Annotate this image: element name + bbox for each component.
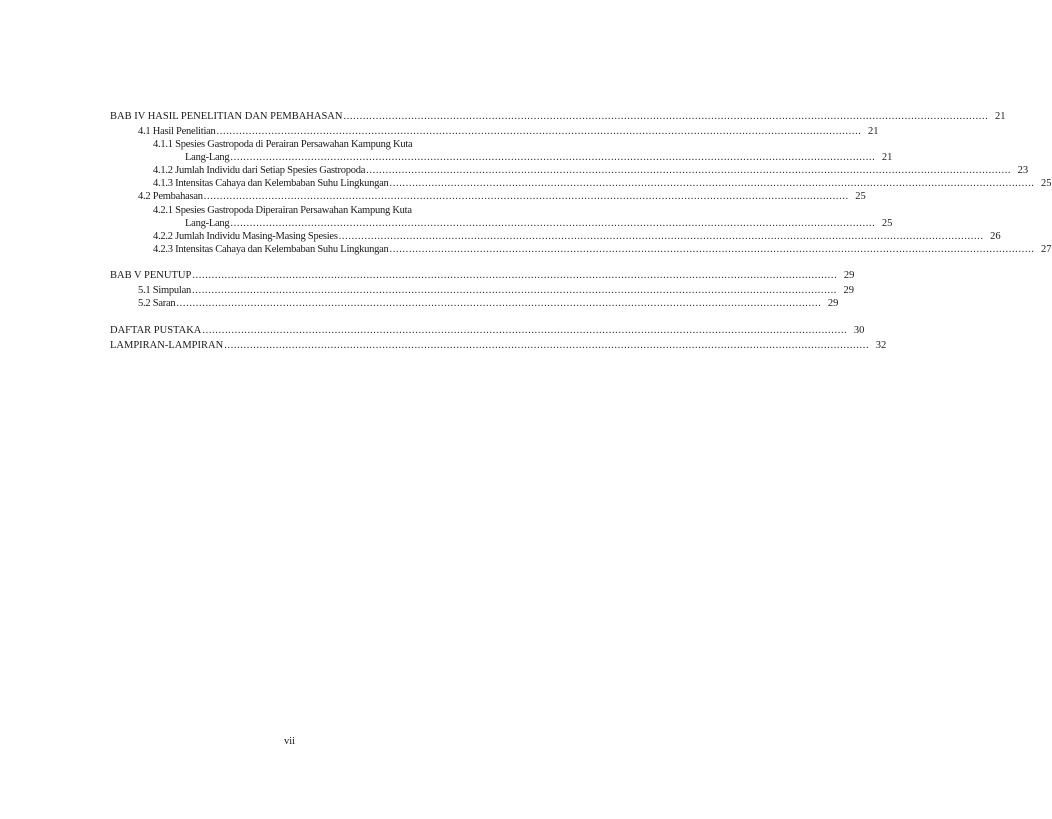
toc-leader-dots: ........................................................................................................................................................................................................ (389, 244, 1035, 255)
toc-entry-lampiran (110, 339, 887, 352)
toc-entry-bab-v (110, 269, 855, 282)
toc-page-number: 29 (827, 298, 839, 309)
toc-label: 4.2.3 Intensitas Cahaya dan Kelembaban Suhu Lingkungan (153, 244, 389, 255)
toc-page-number: 30 (853, 325, 865, 336)
toc-page-number: 21 (868, 126, 879, 137)
toc-page-number: 25 (881, 218, 893, 229)
toc-page-number: 21 (881, 152, 893, 163)
toc-leader-dots: ........................................................................................................................................................................................................ (202, 325, 848, 336)
toc-label: BAB V PENUTUP (110, 270, 192, 281)
toc-entry-4-1 (110, 125, 879, 138)
toc-page-number: 23 (1017, 165, 1029, 176)
toc-entry-5-2 (110, 297, 839, 310)
toc-label: 4.2.2 Jumlah Individu Masing-Masing Spesies (153, 231, 338, 242)
toc-page-number: 21 (994, 111, 1006, 122)
toc-entry-4-2-1-label: 4.2.1 Spesies Gastropoda Diperairan Persawahan Kampung Kuta (153, 205, 412, 216)
toc-entry-4-1-1-label: 4.1.1 Spesies Gastropoda di Perairan Persawahan Kampung Kuta (153, 139, 413, 150)
toc-leader-dots: ........................................................................................................................................................................................................ (192, 270, 838, 281)
toc-page-number: 29 (843, 270, 855, 281)
toc-label: 5.2 Saran (138, 298, 176, 309)
toc-entry-4-1-1 (110, 151, 893, 164)
toc-leader-dots: ........................................................................................................................................................................................................ (338, 231, 984, 242)
toc-leader-dots: ........................................................................................................................................................................................................ (389, 178, 1035, 189)
toc-entry-4-1-3 (110, 177, 1052, 190)
toc-entry-4-2-2 (110, 230, 1001, 243)
toc-leader-dots: ........................................................................................................................................................................................................ (230, 152, 876, 163)
toc-entry-4-2-1 (110, 217, 893, 230)
page-number: vii (283, 736, 296, 747)
toc-label: BAB IV HASIL PENELITIAN DAN PEMBAHASAN (110, 111, 343, 122)
toc-entry-5-1 (110, 284, 855, 297)
toc-leader-dots: ........................................................................................................................................................................................................ (203, 191, 849, 202)
toc-leader-dots: ........................................................................................................................................................................................................ (176, 298, 822, 309)
toc-leader-dots: ........................................................................................................................................................................................................ (366, 165, 1012, 176)
toc-leader-dots: ........................................................................................................................................................................................................ (216, 126, 862, 137)
toc-leader-dots: ........................................................................................................................................................................................................ (343, 111, 989, 122)
toc-entry-4-1-2 (110, 164, 1029, 177)
toc-entry-daftar-pustaka (110, 324, 865, 337)
toc-label: 4.2 Pembahasan (138, 191, 203, 202)
toc-page-number: 29 (843, 285, 855, 296)
toc-leader-dots: ........................................................................................................................................................................................................ (192, 285, 838, 296)
toc-label: LAMPIRAN-LAMPIRAN (110, 340, 224, 351)
toc-leader-dots: ........................................................................................................................................................................................................ (224, 340, 870, 351)
toc-page-number: 27 (1041, 244, 1052, 255)
toc-label: 4.1 Hasil Penelitian (138, 126, 216, 137)
toc-entry-bab-iv (110, 110, 1006, 123)
toc-label-continuation: Lang-Lang (185, 218, 230, 229)
toc-page-number: 25 (855, 191, 866, 202)
toc-entry-4-2 (110, 190, 866, 203)
toc-page-number: 26 (990, 231, 1001, 242)
toc-leader-dots: ........................................................................................................................................................................................................ (230, 218, 876, 229)
toc-label-continuation: Lang-Lang (185, 152, 230, 163)
toc-page-number: 32 (875, 340, 887, 351)
toc-label: 5.1 Simpulan (138, 285, 192, 296)
toc-page-number: 25 (1041, 178, 1052, 189)
toc-label: DAFTAR PUSTAKA (110, 325, 202, 336)
toc-label: 4.1.3 Intensitas Cahaya dan Kelembaban Suhu Lingkungan (153, 178, 389, 189)
toc-entry-4-2-3 (110, 243, 1052, 256)
toc-label: 4.1.2 Jumlah Individu dari Setiap Spesies Gastropoda (153, 165, 366, 176)
